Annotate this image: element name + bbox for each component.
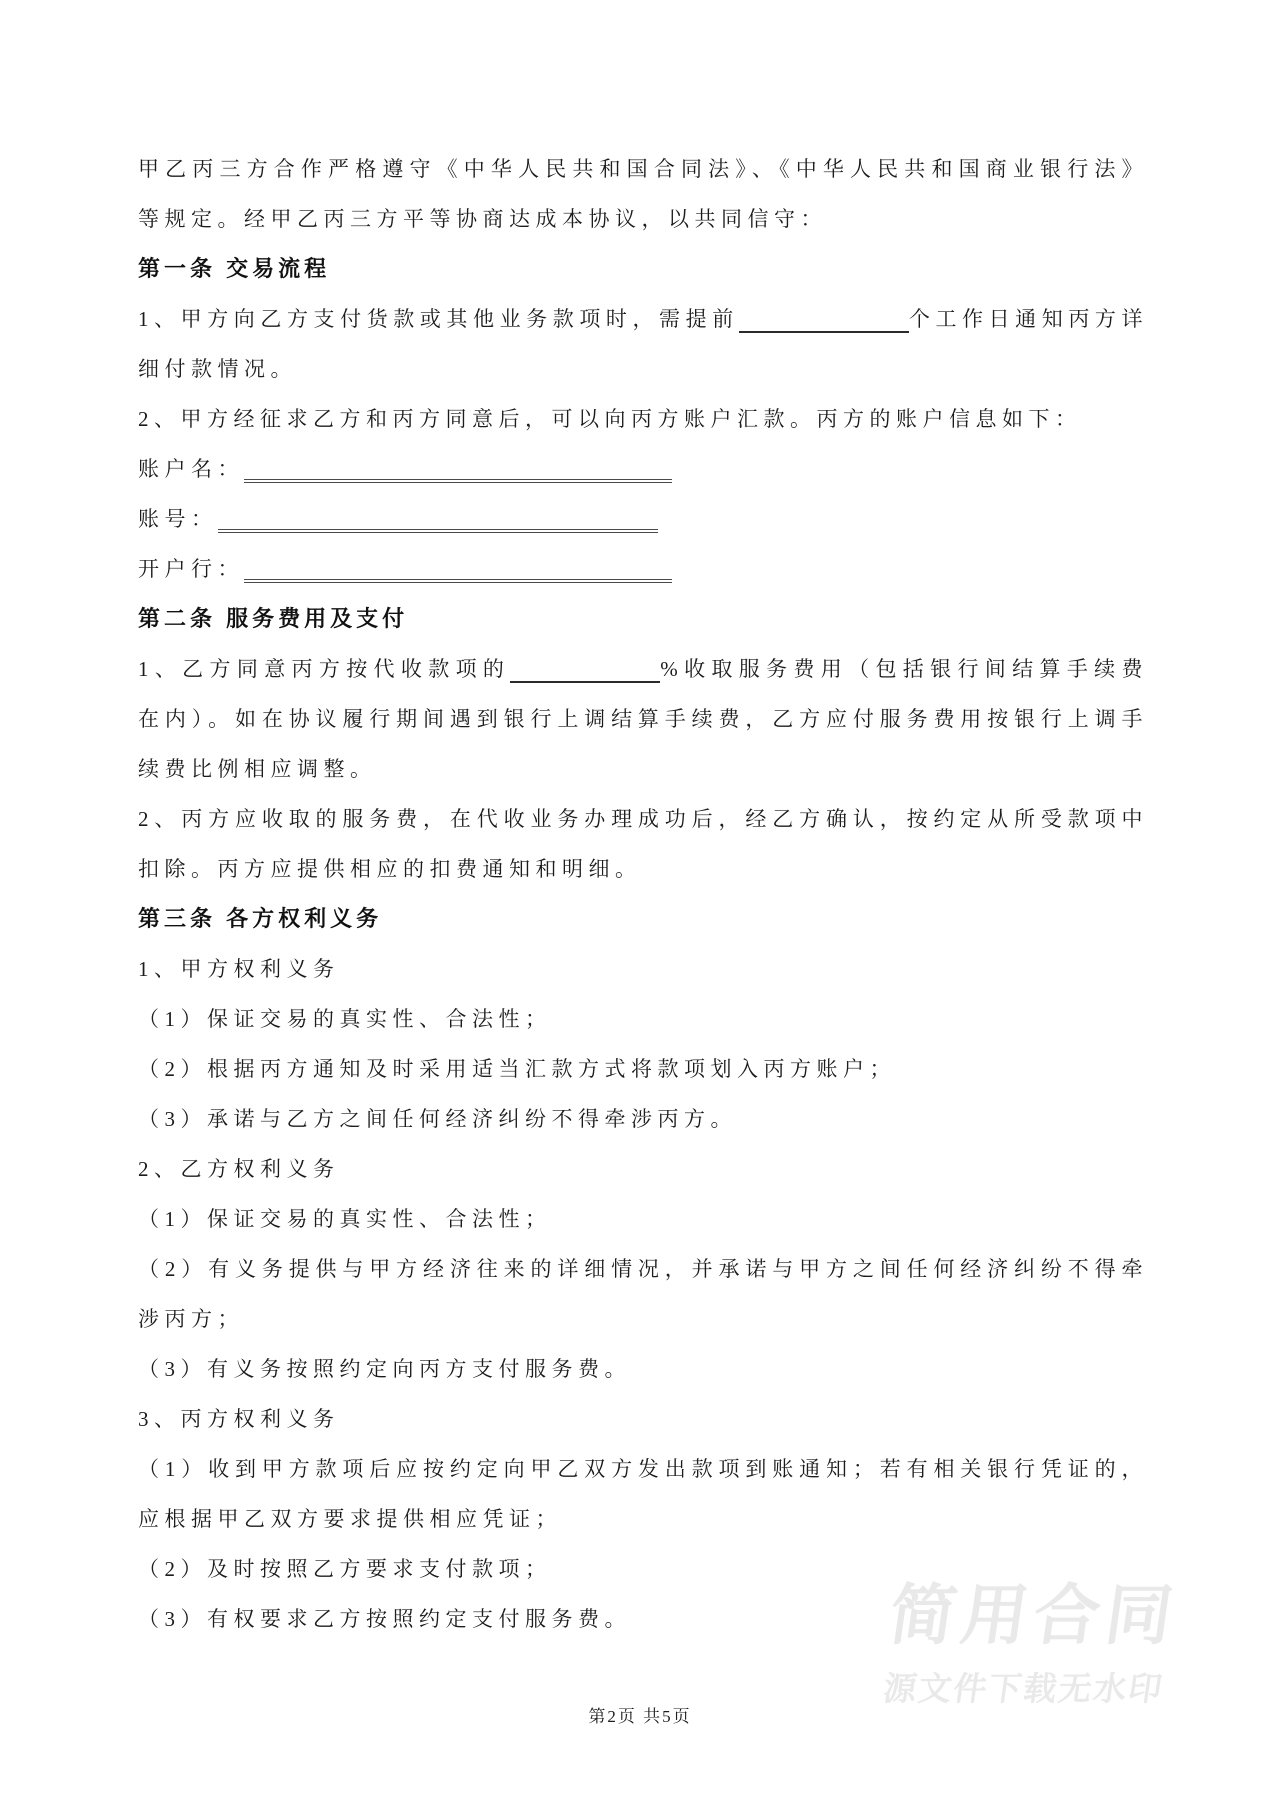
- text-run: （2）根据丙方通知及时采用适当汇款方式将款项划入丙方账户；: [138, 1057, 896, 1081]
- text-run: 账户名：: [138, 457, 244, 481]
- paragraph: [138, 944, 1148, 994]
- paragraph: [138, 544, 1148, 594]
- text-run: 2、甲方经征求乙方和丙方同意后，可以向丙方账户汇款。丙方的账户信息如下：: [138, 407, 1082, 431]
- text-run: %收取服务费用（包括银行间结算手续费在内）。如在协议履行期间遇到银行上调结算手续费，乙方应付服务费用按银行上调手续费比例相应调整。: [138, 657, 1148, 781]
- text-run: 2、丙方应收取的服务费，在代收业务办理成功后，经乙方确认，按约定从所受款项中扣除。丙方应提供相应的扣费通知和明细。: [138, 807, 1148, 881]
- section-heading: 第一条 交易流程: [138, 256, 331, 281]
- section-heading: 第二条 服务费用及支付: [138, 606, 409, 631]
- text-run: （3）有权要求乙方按照约定支付服务费。: [138, 1607, 631, 1631]
- text-run: （1）保证交易的真实性、合法性；: [138, 1007, 552, 1031]
- paragraph: [138, 794, 1148, 894]
- paragraph: [138, 1044, 1148, 1094]
- paragraph: [138, 1144, 1148, 1194]
- paragraph: [138, 1594, 1148, 1644]
- text-run: 1、甲方向乙方支付货款或其他业务款项时，需提前: [138, 307, 739, 331]
- text-run: 甲乙丙三方合作严格遵守《中华人民共和国合同法》、《中华人民共和国商业银行法》等规定。经甲乙丙三方平等协商达成本协议，以共同信守：: [138, 157, 1148, 231]
- watermark-title: 简用合同: [884, 1578, 1184, 1652]
- paragraph: [138, 1394, 1148, 1444]
- page-number: 第2页 共5页: [588, 1707, 692, 1726]
- paragraph: [138, 1544, 1148, 1594]
- text-run: （1）收到甲方款项后应按约定向甲乙双方发出款项到账通知；若有相关银行凭证的，应根据甲乙双方要求提供相应凭证；: [138, 1457, 1148, 1531]
- fill-in-blank: [739, 303, 909, 333]
- text-run: 开户行：: [138, 557, 244, 581]
- paragraph: [138, 1094, 1148, 1144]
- fill-in-blank: [244, 453, 672, 483]
- paragraph: [138, 144, 1148, 244]
- text-run: （1）保证交易的真实性、合法性；: [138, 1207, 552, 1231]
- text-run: 2、乙方权利义务: [138, 1157, 340, 1181]
- fill-in-blank: [244, 553, 672, 583]
- text-run: （3）承诺与乙方之间任何经济纠纷不得牵涉丙方。: [138, 1107, 737, 1131]
- paragraph: [138, 1244, 1148, 1344]
- text-run: 个工作日通知丙方详细付款情况。: [138, 307, 1148, 381]
- text-run: 3、丙方权利义务: [138, 1407, 340, 1431]
- fill-in-blank: [510, 653, 660, 683]
- text-run: 1、甲方权利义务: [138, 957, 340, 981]
- text-run: （3）有义务按照约定向丙方支付服务费。: [138, 1357, 631, 1381]
- paragraph: [138, 294, 1148, 394]
- paragraph: [138, 394, 1148, 444]
- paragraph: [138, 644, 1148, 794]
- text-run: （2）有义务提供与甲方经济往来的详细情况，并承诺与甲方之间任何经济纠纷不得牵涉丙方；: [138, 1257, 1148, 1331]
- paragraph: [138, 444, 1148, 494]
- paragraph: [138, 994, 1148, 1044]
- watermark-subtitle: 源文件下载无水印: [881, 1670, 1167, 1707]
- text-run: 账号：: [138, 507, 218, 531]
- paragraph: [138, 494, 1148, 544]
- contract-body: [138, 144, 1148, 1644]
- section-heading: 第三条 各方权利义务: [138, 906, 383, 931]
- text-run: （2）及时按照乙方要求支付款项；: [138, 1557, 552, 1581]
- paragraph: [138, 1444, 1148, 1544]
- text-run: 1、乙方同意丙方按代收款项的: [138, 657, 511, 681]
- fill-in-blank: [218, 503, 658, 533]
- paragraph: [138, 1194, 1148, 1244]
- paragraph: [138, 1344, 1148, 1394]
